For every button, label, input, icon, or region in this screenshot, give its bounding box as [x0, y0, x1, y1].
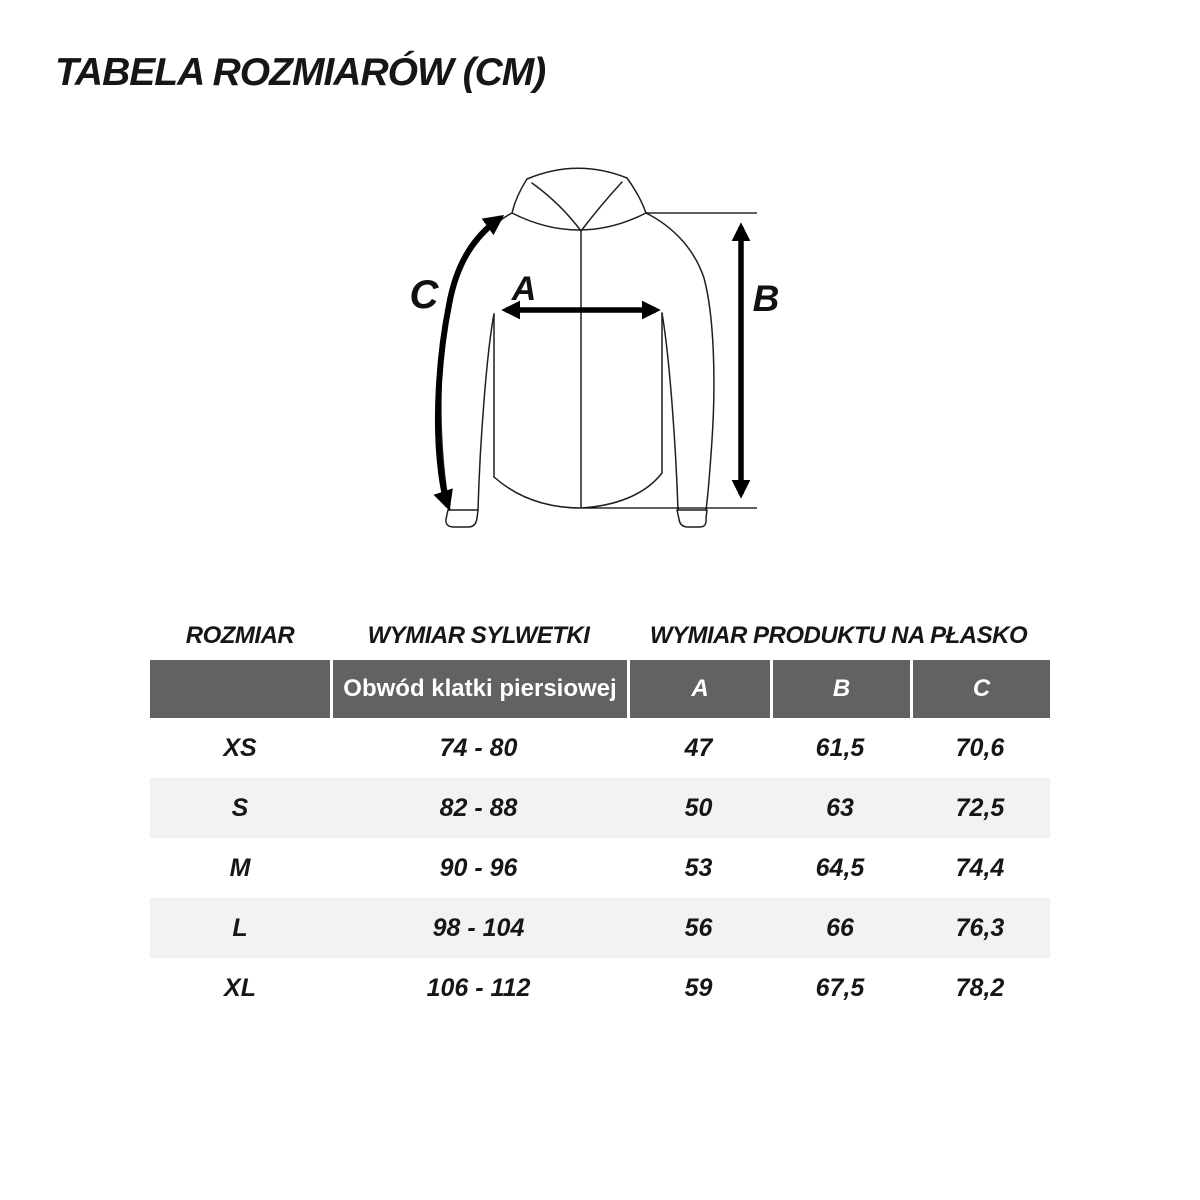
header-cell-c: C — [910, 660, 1050, 718]
c-cell: 76,3 — [955, 913, 1005, 942]
c-cell: 70,6 — [955, 733, 1005, 762]
header-cell-b: B — [770, 660, 910, 718]
chest-cell: 74 - 80 — [439, 733, 518, 762]
jacket-outline-icon — [441, 168, 714, 527]
b-cell: 67,5 — [815, 973, 865, 1002]
header-cell-blank — [150, 660, 330, 718]
table-row-m — [150, 838, 1050, 898]
group-header-rozmiar: ROZMIAR — [185, 622, 295, 649]
table-group-header-row — [150, 612, 1050, 660]
header-cell-chest: Obwód klatki piersiowej — [330, 660, 627, 718]
c-cell: 72,5 — [955, 793, 1005, 822]
b-cell: 64,5 — [815, 853, 865, 882]
a-cell: 56 — [684, 913, 713, 942]
size-cell: L — [232, 913, 248, 942]
table-row-s — [150, 778, 1050, 838]
table-row-xs — [150, 718, 1050, 778]
size-cell: M — [229, 853, 251, 882]
table-row-l — [150, 898, 1050, 958]
a-cell: 53 — [684, 853, 713, 882]
table-row-xl — [150, 958, 1050, 1018]
size-cell: XS — [223, 733, 257, 762]
c-cell: 78,2 — [955, 973, 1005, 1002]
size-cell: XL — [224, 973, 256, 1002]
b-cell: 66 — [826, 913, 854, 942]
group-header-wymiar-sylwetki: WYMIAR SYLWETKI — [367, 622, 590, 649]
arrow-c — [438, 218, 500, 506]
measurement-arrows — [438, 213, 757, 508]
a-cell: 50 — [684, 793, 713, 822]
c-cell: 74,4 — [955, 853, 1005, 882]
page-title: TABELA ROZMIARÓW (CM) — [55, 51, 546, 94]
size-cell: S — [231, 793, 249, 822]
measure-label-b: B — [752, 278, 780, 319]
chest-cell: 82 - 88 — [439, 793, 518, 822]
chest-cell: 90 - 96 — [439, 853, 518, 882]
garment-measurement-diagram — [390, 145, 830, 585]
group-header-wymiar-produktu: WYMIAR PRODUKTU NA PŁASKO — [649, 622, 1028, 649]
b-cell: 63 — [826, 793, 854, 822]
chest-cell: 98 - 104 — [432, 913, 525, 942]
size-table — [150, 612, 1050, 1018]
chest-cell: 106 - 112 — [426, 973, 531, 1002]
jacket-diagram-svg — [390, 145, 830, 585]
measure-label-c: C — [409, 273, 439, 317]
measure-label-a: A — [511, 270, 537, 308]
header-cell-a: A — [627, 660, 770, 718]
a-cell: 47 — [684, 733, 713, 762]
table-header-row — [150, 660, 1050, 718]
b-cell: 61,5 — [815, 733, 865, 762]
a-cell: 59 — [684, 973, 713, 1002]
